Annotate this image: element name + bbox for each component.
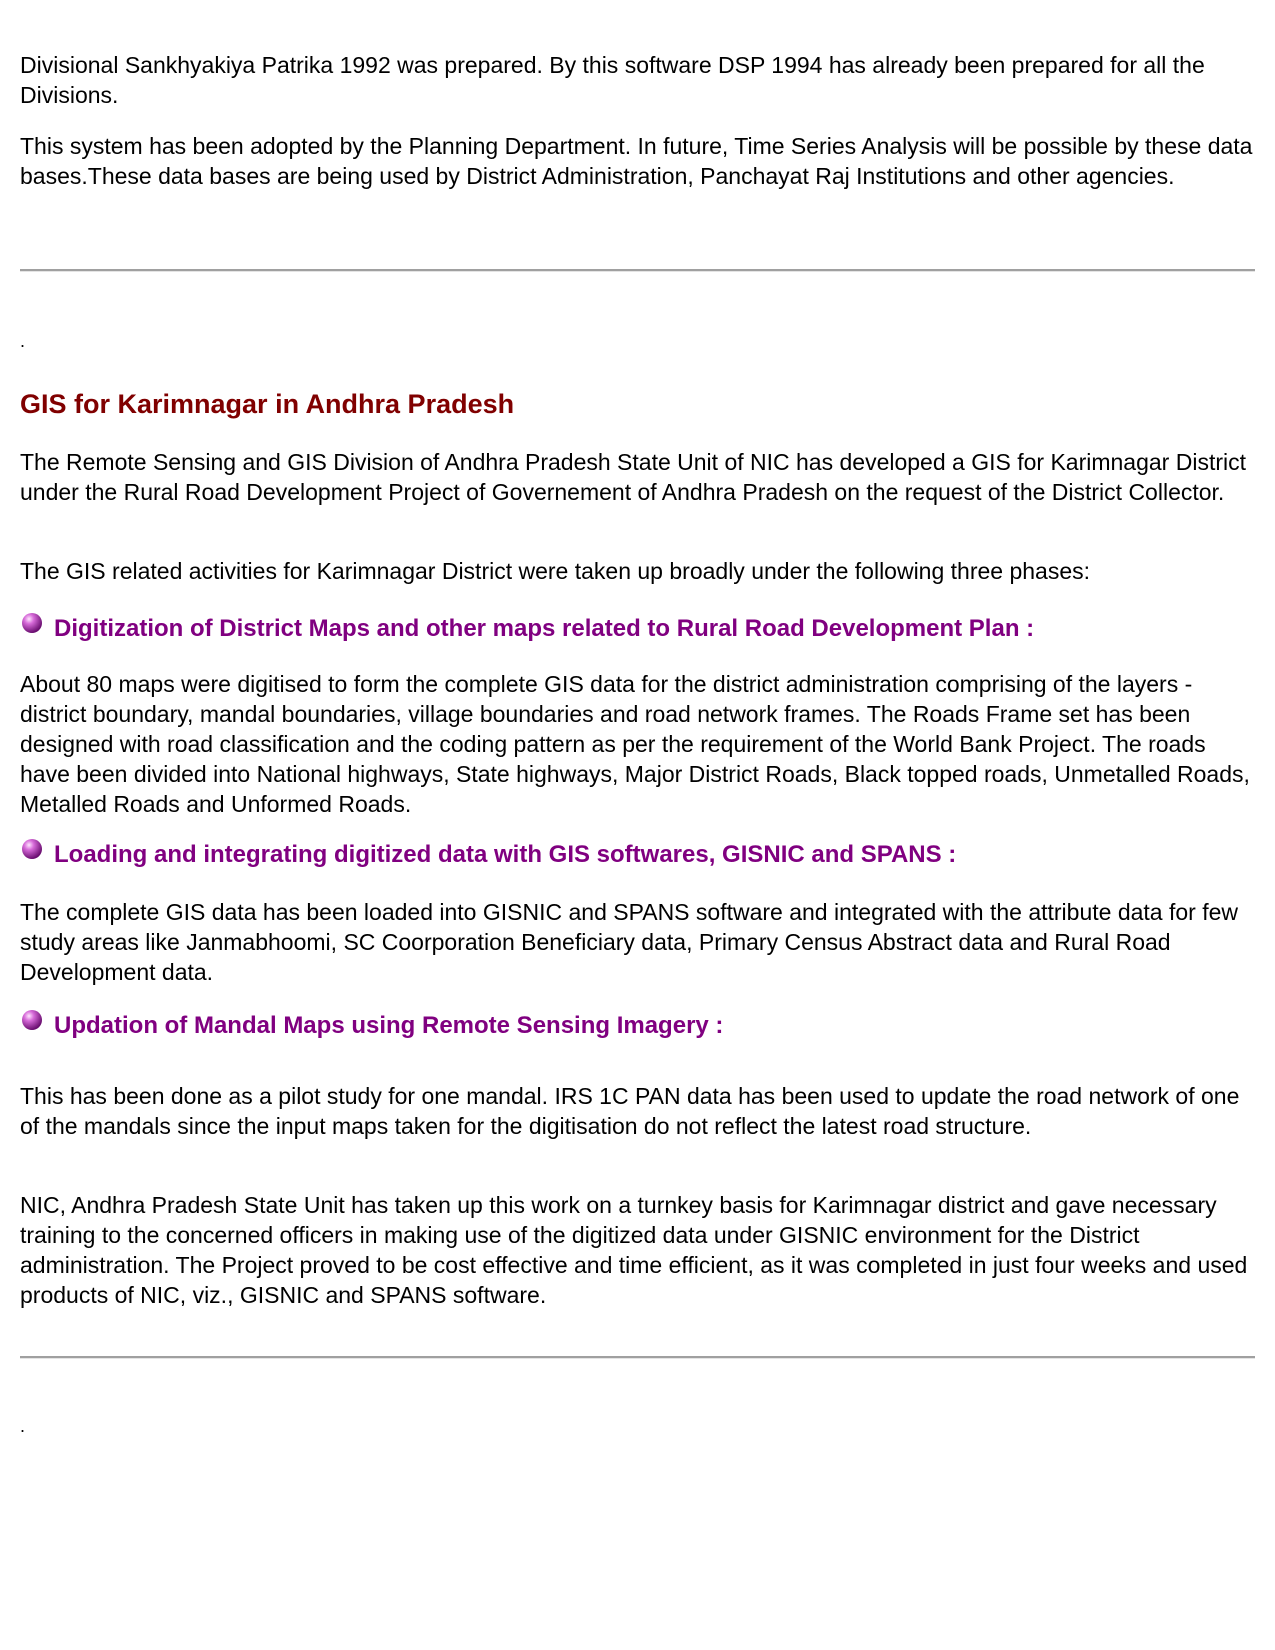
purple-sphere-bullet-icon (21, 612, 43, 634)
intro-paragraph-1: Divisional Sankhyakiya Patrika 1992 was prepared. By this software DSP 1994 has already been prepared for all the Divisions. (20, 52, 1205, 108)
horizontal-rule (20, 269, 1255, 272)
phase-body: This has been done as a pilot study for one mandal. IRS 1C PAN data has been used to update the road network of one of the mandals since the input maps taken for the digitisation do not reflect the latest road structure. (20, 1083, 1240, 1139)
separator-dot: . (20, 331, 26, 351)
phase-body: The complete GIS data has been loaded into GISNIC and SPANS software and integrated with the attribute data for few study areas like Janmabhoomi, SC Coorporation Beneficiary data, Primary Census Abstract data and Rural Road Development data. (20, 899, 1239, 985)
purple-sphere-bullet-icon (21, 838, 43, 860)
separator-dot: . (20, 1416, 26, 1436)
phase-heading-row (20, 1009, 1255, 1043)
phase-heading: Updation of Mandal Maps using Remote Sensing Imagery : (54, 1012, 724, 1039)
phase-body: About 80 maps were digitised to form the complete GIS data for the district administration comprising of the layers -district boundary, mandal boundaries, village boundaries and road network frames. The Roads Frame set has been designed with road classification and the coding pattern as per the requirement of the World Bank Project. The roads have been divided into National highways, State highways, Major District Roads, Black topped roads, Unmetalled Roads, Metalled Roads and Unformed Roads. (20, 671, 1250, 817)
phase-heading: Loading and integrating digitized data with GIS softwares, GISNIC and SPANS : (54, 841, 957, 868)
phase-heading: Digitization of District Maps and other maps related to Rural Road Development Plan : (54, 615, 1035, 642)
phase-heading-row (20, 838, 1255, 872)
closing-paragraph: NIC, Andhra Pradesh State Unit has taken up this work on a turnkey basis for Karimnagar district and gave necessary training to the concerned officers in making use of the digitized data under GISNIC environment for the District administration. The Project proved to be cost effective and time efficient, as it was completed in just four weeks and used products of NIC, viz., GISNIC and SPANS software. (20, 1192, 1248, 1308)
phases-intro-paragraph: The GIS related activities for Karimnagar District were taken up broadly under the following three phases: (20, 558, 1091, 584)
phase-heading-row (20, 612, 1255, 646)
section-intro-paragraph: The Remote Sensing and GIS Division of Andhra Pradesh State Unit of NIC has developed a GIS for Karimnagar District under the Rural Road Development Project of Governement of Andhra Pradesh on the request of the District Collector. (20, 449, 1246, 505)
section-title: GIS for Karimnagar in Andhra Pradesh (20, 389, 515, 419)
intro-paragraph-2: This system has been adopted by the Planning Department. In future, Time Series Analysis will be possible by these data bases.These data bases are being used by District Administration, Panchayat Raj Institutions and other agencies. (20, 133, 1253, 189)
purple-sphere-bullet-icon (21, 1009, 43, 1031)
horizontal-rule (20, 1356, 1255, 1359)
